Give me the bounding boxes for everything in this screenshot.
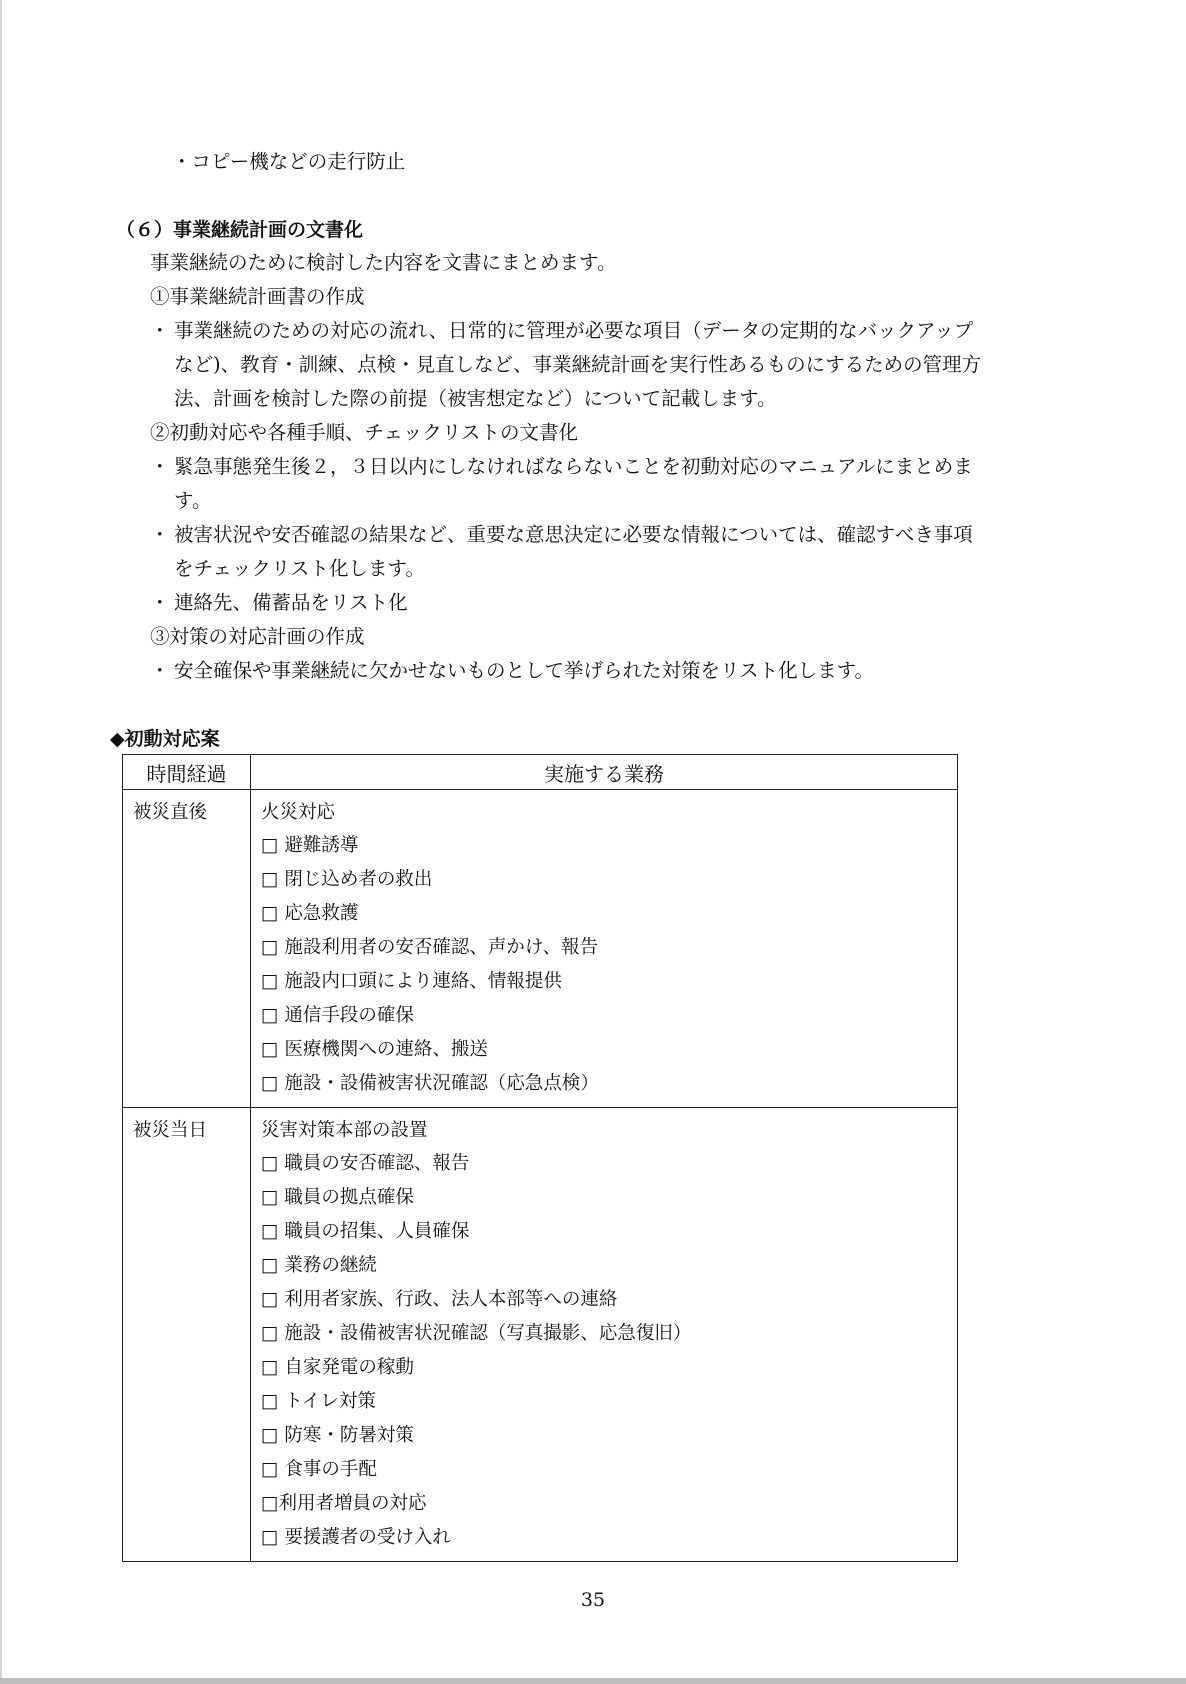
bullet-line: ・ 安全確保や事業継続に欠かせないものとして挙げられた対策をリスト化します。: [174, 659, 875, 682]
bullet-line: 法、計画を検討した際の前提（被害想定など）について記載します。: [174, 387, 777, 410]
sub2-bullet-3: [150, 586, 1090, 620]
checklist-item: □ 閉じ込め者の救出: [261, 869, 433, 890]
sub2-bullet-2: [150, 518, 1090, 586]
checklist-item: □ トイレ対策: [261, 1391, 376, 1412]
section-intro: 事業継続のために検討した内容を文書にまとめます。: [150, 251, 617, 274]
checklist-item: □ 職員の安否確認、報告: [261, 1153, 470, 1174]
page-number: 35: [580, 1589, 606, 1611]
page-bottom-edge: [0, 1678, 1186, 1684]
bullet-line: ・ 連絡先、備蓄品をリスト化: [174, 591, 408, 614]
bullet-line: す。: [174, 489, 212, 512]
sub2-title: ②初動対応や各種手順、チェックリストの文書化: [150, 421, 579, 444]
table-title: ◆初動対応案: [110, 728, 220, 750]
checklist-item: □ 食事の手配: [261, 1459, 377, 1480]
section-title: （６）事業継続計画の文書化: [116, 219, 364, 241]
checklist-item: □ 防寒・防暑対策: [261, 1425, 414, 1446]
top-bullet-text: コピー機などの走行防止: [191, 150, 406, 173]
checklist-item: □ 利用者家族、行政、法人本部等への連絡: [261, 1289, 618, 1310]
checklist-item: □ 施設・設備被害状況確認（応急点検）: [261, 1073, 599, 1094]
checklist-item: □ 施設内口頭により連絡、情報提供: [261, 971, 562, 992]
sub3-bullet-1: [150, 654, 1090, 688]
sub3-title: ③対策の対応計画の作成: [150, 625, 365, 648]
header-tasks: 実施する業務: [251, 755, 958, 790]
checklist-item: □ 施設・設備被害状況確認（写真撮影、応急復旧）: [261, 1323, 692, 1344]
checklist-item: □ 要援護者の受け入れ: [261, 1527, 451, 1548]
bullet-line: ・ 被害状況や安否確認の結果など、重要な意思決定に必要な情報については、確認すべき事項: [174, 523, 973, 546]
tasks-heading: 災害対策本部の設置: [261, 1120, 428, 1141]
checklist-item: □ 職員の拠点確保: [261, 1187, 414, 1208]
checklist-item: □ 応急救護: [261, 903, 359, 924]
time-cell: 被災直後: [123, 790, 251, 1108]
bullet-line: ・ 事業継続のための対応の流れ、日常的に管理が必要な項目（データの定期的なバックアップ: [174, 319, 974, 342]
sub1-bullet-1: [150, 314, 1090, 416]
checklist-item: □ 職員の招集、人員確保: [261, 1221, 470, 1242]
header-time: 時間経過: [123, 755, 251, 790]
page-left-edge: [0, 0, 2, 1684]
checklist-item: □ 業務の継続: [261, 1255, 377, 1276]
tasks-cell: [251, 790, 958, 1108]
top-bullet: ・コピー機などの走行防止: [172, 150, 406, 173]
table-row: [123, 790, 958, 1108]
checklist-item: □ 施設利用者の安否確認、声かけ、報告: [261, 937, 599, 958]
table-row: [123, 1108, 958, 1562]
checklist-item: □ 医療機関への連絡、搬送: [261, 1039, 488, 1060]
sub2-bullet-1: [150, 450, 1090, 518]
sub-sections: [150, 280, 1090, 688]
time-cell: 被災当日: [123, 1108, 251, 1562]
checklist-item: □ 自家発電の稼動: [261, 1357, 414, 1378]
table-header-row: [123, 755, 958, 790]
checklist-item: □ 通信手段の確保: [261, 1005, 414, 1026]
checklist-item: □利用者増員の対応: [261, 1493, 427, 1514]
bullet-line: をチェックリスト化します。: [174, 557, 425, 580]
bullet-line: ・ 緊急事態発生後２，３日以内にしなければならないことを初動対応のマニュアルにまとめま: [174, 455, 973, 478]
checklist-item: □ 避難誘導: [261, 835, 359, 856]
tasks-cell: [251, 1108, 958, 1562]
tasks-heading: 火災対応: [261, 802, 336, 823]
initial-response-table: [122, 754, 958, 1562]
sub1-title: ①事業継続計画書の作成: [150, 285, 365, 308]
bullet-line: など)、教育・訓練、点検・見直しなど、事業継続計画を実行性あるものにするための管理方: [174, 353, 982, 376]
